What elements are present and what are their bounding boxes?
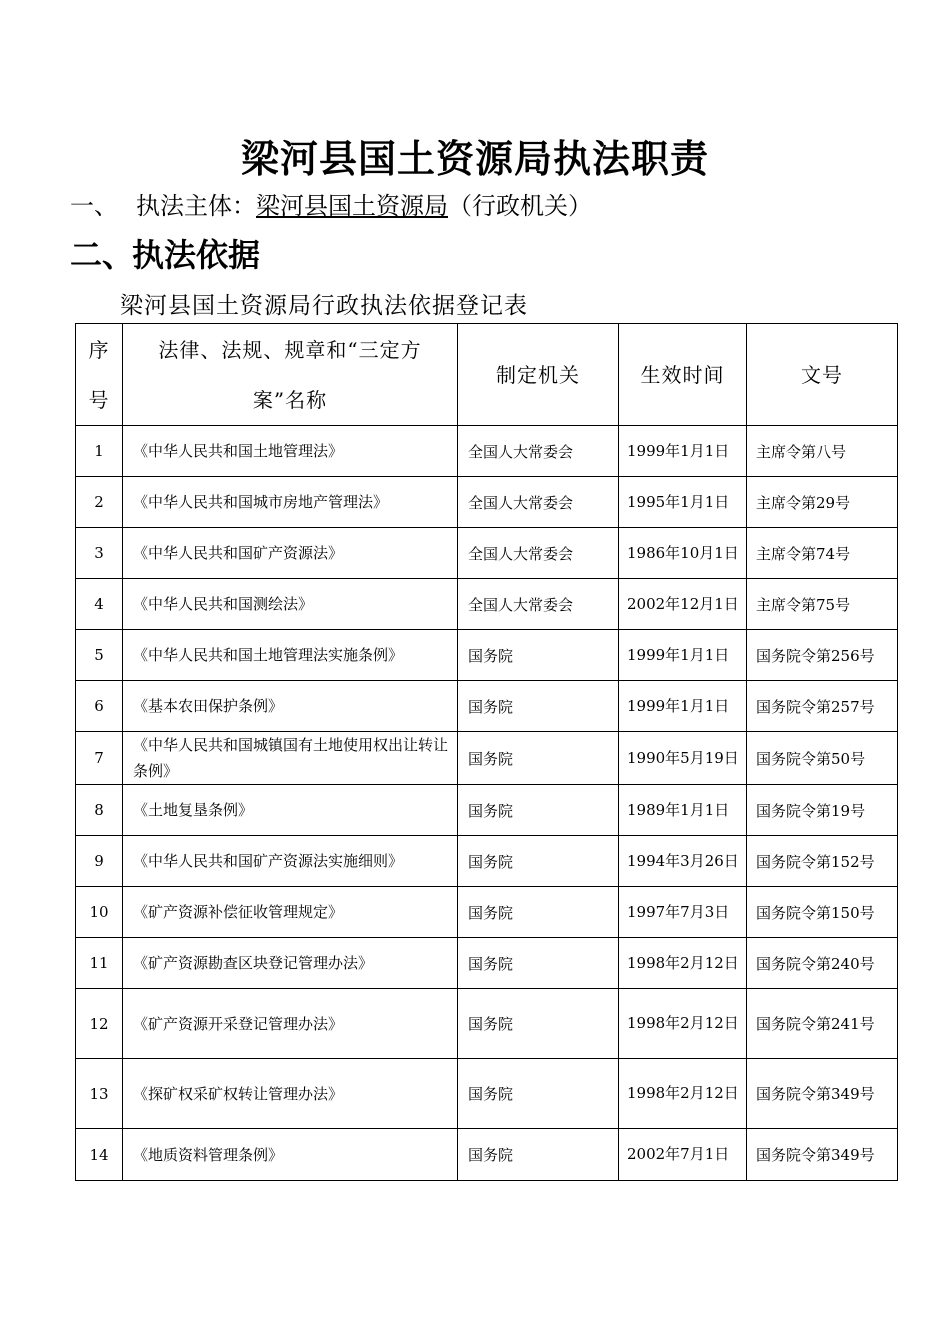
cell-document-number: 国务院令第257号: [747, 681, 898, 732]
section2-label: 执法依据: [132, 236, 261, 274]
cell-issuing-org: 国务院: [458, 836, 619, 887]
table-row: [76, 528, 898, 579]
cell-document-number: 国务院令第50号: [747, 732, 898, 785]
cell-issuing-org: 全国人大常委会: [458, 579, 619, 630]
cell-document-number: 主席令第74号: [747, 528, 898, 579]
table-row: [76, 630, 898, 681]
section1-number: 一、: [70, 192, 118, 220]
table-header-row: [76, 324, 898, 426]
cell-no: 4: [76, 579, 123, 630]
cell-issuing-org: 全国人大常委会: [458, 528, 619, 579]
cell-law-name: 《土地复垦条例》: [123, 785, 458, 836]
cell-no: 7: [76, 732, 123, 785]
cell-effective-date: 1986年10月1日: [619, 528, 747, 579]
cell-no: 14: [76, 1129, 123, 1181]
page-title: 梁河县国土资源局执法职责: [240, 136, 709, 181]
cell-law-name: 《地质资料管理条例》: [123, 1129, 458, 1181]
cell-effective-date: 2002年7月1日: [619, 1129, 747, 1181]
cell-law-name: 《中华人民共和国城镇国有土地使用权出让转让条例》: [123, 732, 458, 785]
cell-effective-date: 1999年1月1日: [619, 426, 747, 477]
section1-org: 梁河县国土资源局: [256, 192, 448, 220]
cell-effective-date: 1994年3月26日: [619, 836, 747, 887]
table-row: [76, 938, 898, 989]
cell-issuing-org: 国务院: [458, 989, 619, 1059]
section1-note: （行政机关）: [448, 192, 592, 220]
cell-document-number: 主席令第八号: [747, 426, 898, 477]
header-law: 法律、法规、规章和“三定方案”名称: [123, 324, 458, 426]
cell-issuing-org: 国务院: [458, 1059, 619, 1129]
cell-issuing-org: 国务院: [458, 732, 619, 785]
cell-document-number: 国务院令第152号: [747, 836, 898, 887]
header-date: 生效时间: [619, 324, 747, 426]
cell-issuing-org: 国务院: [458, 938, 619, 989]
cell-effective-date: 1995年1月1日: [619, 477, 747, 528]
cell-no: 8: [76, 785, 123, 836]
table-row: [76, 732, 898, 785]
cell-law-name: 《中华人民共和国土地管理法》: [123, 426, 458, 477]
cell-law-name: 《中华人民共和国城市房地产管理法》: [123, 477, 458, 528]
table-row: [76, 1129, 898, 1181]
cell-law-name: 《中华人民共和国矿产资源法实施细则》: [123, 836, 458, 887]
cell-no: 10: [76, 887, 123, 938]
cell-effective-date: 1999年1月1日: [619, 681, 747, 732]
cell-no: 1: [76, 426, 123, 477]
cell-effective-date: 1997年7月3日: [619, 887, 747, 938]
registration-table: [75, 323, 898, 1181]
cell-law-name: 《中华人民共和国矿产资源法》: [123, 528, 458, 579]
cell-effective-date: 1999年1月1日: [619, 630, 747, 681]
cell-no: 11: [76, 938, 123, 989]
table-row: [76, 681, 898, 732]
cell-issuing-org: 国务院: [458, 785, 619, 836]
cell-effective-date: 1989年1月1日: [619, 785, 747, 836]
cell-effective-date: 2002年12月1日: [619, 579, 747, 630]
cell-issuing-org: 全国人大常委会: [458, 426, 619, 477]
table-row: [76, 989, 898, 1059]
table-caption: 梁河县国土资源局行政执法依据登记表: [120, 293, 528, 319]
cell-document-number: 国务院令第349号: [747, 1059, 898, 1129]
cell-document-number: 国务院令第349号: [747, 1129, 898, 1181]
cell-issuing-org: 国务院: [458, 887, 619, 938]
cell-no: 5: [76, 630, 123, 681]
cell-no: 12: [76, 989, 123, 1059]
section-law-enforcement-subject: [70, 186, 592, 221]
cell-effective-date: 1998年2月12日: [619, 1059, 747, 1129]
cell-no: 2: [76, 477, 123, 528]
section2-number: 二、: [70, 236, 135, 274]
header-no: 序号: [76, 324, 123, 426]
table-row: [76, 477, 898, 528]
cell-effective-date: 1998年2月12日: [619, 938, 747, 989]
cell-issuing-org: 国务院: [458, 681, 619, 732]
table-row: [76, 785, 898, 836]
cell-document-number: 国务院令第150号: [747, 887, 898, 938]
table-row: [76, 887, 898, 938]
section-law-enforcement-basis: [70, 230, 260, 276]
cell-law-name: 《中华人民共和国测绘法》: [123, 579, 458, 630]
cell-law-name: 《中华人民共和国土地管理法实施条例》: [123, 630, 458, 681]
cell-no: 3: [76, 528, 123, 579]
cell-effective-date: 1990年5月19日: [619, 732, 747, 785]
cell-law-name: 《基本农田保护条例》: [123, 681, 458, 732]
cell-effective-date: 1998年2月12日: [619, 989, 747, 1059]
header-doc: 文号: [747, 324, 898, 426]
cell-no: 13: [76, 1059, 123, 1129]
cell-no: 9: [76, 836, 123, 887]
table-row: [76, 426, 898, 477]
cell-issuing-org: 国务院: [458, 1129, 619, 1181]
cell-document-number: 主席令第75号: [747, 579, 898, 630]
header-org: 制定机关: [458, 324, 619, 426]
cell-law-name: 《矿产资源补偿征收管理规定》: [123, 887, 458, 938]
table-row: [76, 579, 898, 630]
table-row: [76, 1059, 898, 1129]
cell-issuing-org: 国务院: [458, 630, 619, 681]
cell-document-number: 国务院令第256号: [747, 630, 898, 681]
cell-document-number: 主席令第29号: [747, 477, 898, 528]
cell-law-name: 《矿产资源勘查区块登记管理办法》: [123, 938, 458, 989]
cell-law-name: 《矿产资源开采登记管理办法》: [123, 989, 458, 1059]
table-row: [76, 836, 898, 887]
section1-label: 执法主体：: [136, 192, 256, 220]
cell-no: 6: [76, 681, 123, 732]
cell-document-number: 国务院令第241号: [747, 989, 898, 1059]
cell-law-name: 《探矿权采矿权转让管理办法》: [123, 1059, 458, 1129]
cell-document-number: 国务院令第19号: [747, 785, 898, 836]
cell-issuing-org: 全国人大常委会: [458, 477, 619, 528]
cell-document-number: 国务院令第240号: [747, 938, 898, 989]
